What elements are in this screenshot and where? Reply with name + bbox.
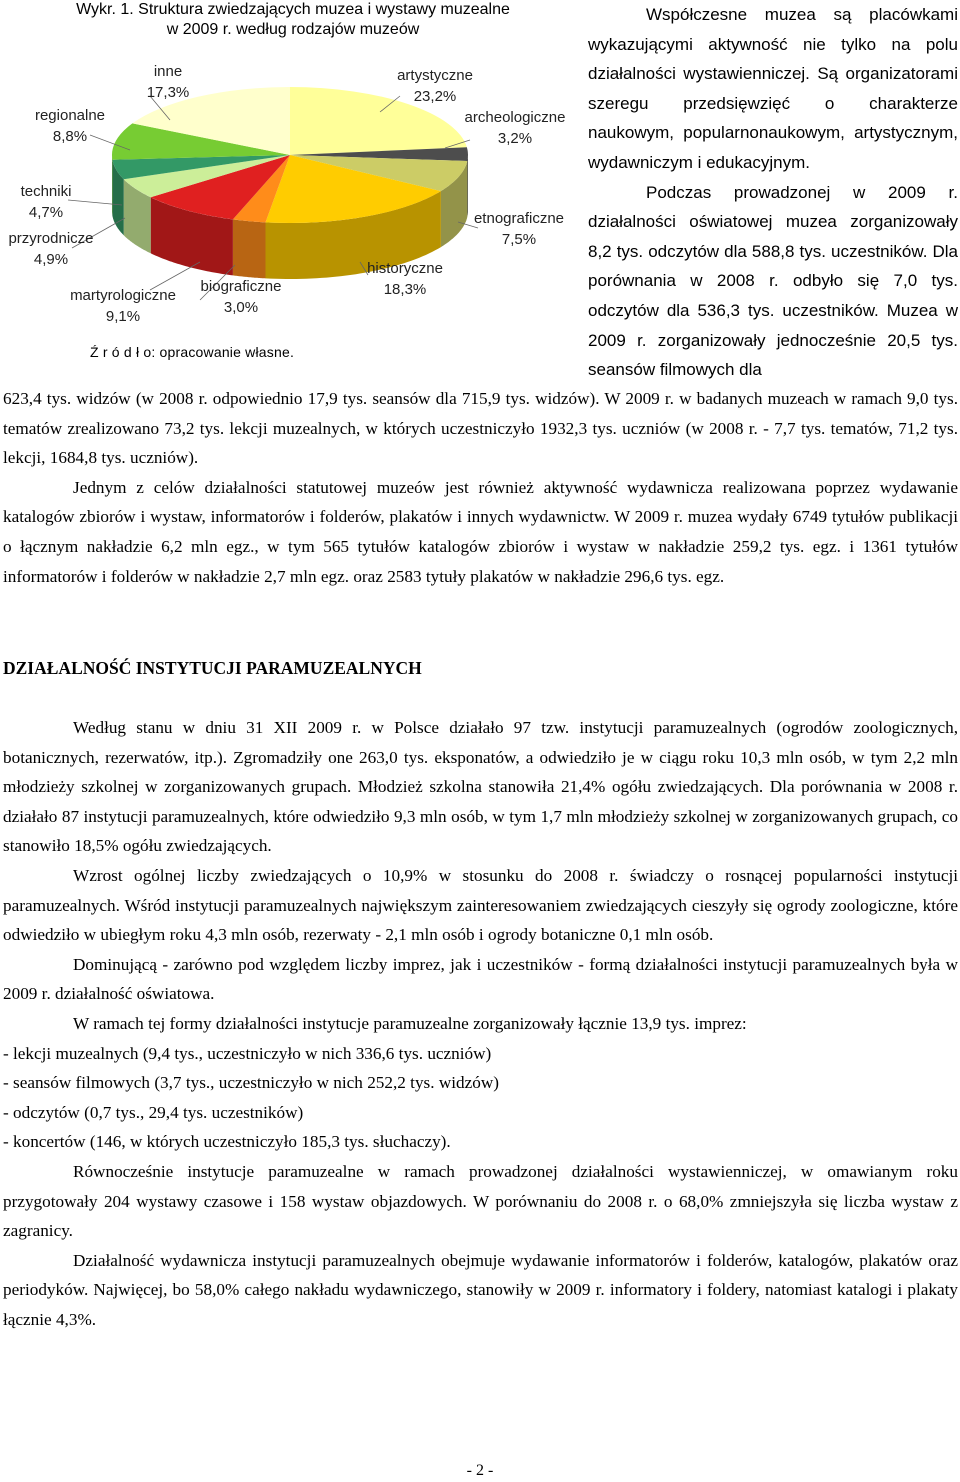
slice-label-etnograficzne: etnograficzne (473, 210, 565, 227)
slice-label-archeologiczne: archeologiczne (464, 109, 566, 126)
slice-value-techniki: 4,7% (28, 204, 64, 221)
pie-side-biograficzne (233, 219, 266, 278)
side-paragraph-2: Podczas prowadzonej w 2009 r. działalności oświatowej muzea zorganizowały 8,2 tys. odczytów dla 588,8 tys. uczestników. Dla porównania w 2008 r. odbyło się 7,0 tys. odczytów dla 536,3 tys. uczestników. Muzea w 2009 r. zorganizowały jednocześnie 20,5 tys. seansów filmowych dla (588, 182, 958, 380)
side-text-column (588, 0, 958, 385)
slice-label-regionalne: regionalne (34, 107, 106, 124)
section-heading: DZIAŁALNOŚĆ INSTYTUCJI PARAMUZEALNYCH (3, 658, 422, 678)
slice-value-historyczne: 18,3% (383, 281, 427, 298)
chart-title-line1: Wykr. 1. Struktura zwiedzających muzea i wystawy muzealne (76, 1, 510, 18)
side-paragraph-1: Współczesne muzea są placówkami wykazującymi aktywność nie tylko na polu działalności wystawienniczej. Są organizatorami szeregu przedsięwzięć o charakterze naukowym, popularnonaukowym, artystycznym, wydawniczym i edukacyjnym. (588, 5, 958, 172)
list-item: - koncertów (146, w których uczestniczyło 185,3 tys. słuchaczy). (3, 1132, 451, 1152)
slice-value-regionalne: 8,8% (52, 128, 88, 145)
slice-label-techniki: techniki (20, 183, 72, 200)
slice-value-inne: 17,3% (146, 84, 190, 101)
closing-paragraph-2: Działalność wydawnicza instytucji paramuzealnych obejmuje wydawanie informatorów i folderów, katalogów, plakatów oraz periodyków. Najwięcej, bo 58,0% całego nakładu wydawniczego, stanowiły w 2009 r. informatory i foldery, natomiast katalogi i plakaty łącznie 4,3%. (3, 1250, 958, 1329)
slice-label-przyrodnicze: przyrodnicze (8, 230, 94, 247)
pie-side-archeologiczne (467, 155, 468, 217)
slice-label-biograficzne: biograficzne (200, 278, 282, 295)
pie-chart (0, 44, 585, 344)
main-text-section (3, 713, 958, 1334)
closing-paragraph-1: Równocześnie instytucje paramuzealne w ramach prowadzonej działalności wystawienniczej, w omawianym roku przygotowały 204 wystawy czasowe i 158 wystaw objazdowych. W porównaniu do 2008 r. o 68,0% zmniejszyła się liczba wystaw z zagranicy. (3, 1161, 958, 1241)
chart-title (48, 0, 538, 40)
main-text-top (3, 384, 958, 591)
list-item: - seansów filmowych (3,7 tys., uczestniczyło w nich 252,2 tys. widzów) (3, 1073, 499, 1093)
section-paragraph-1: Według stanu w dniu 31 XII 2009 r. w Polsce działało 97 tzw. instytucji paramuzealnych (ogrodów zoologicznych, botanicznych, rezerwatów, itp.). Zgromadziły one 263,0 tys. eksponatów, a odwiedziło je w ciągu roku 10,3 mln osób, w tym 2,2 mln młodzieży szkolnej w zorganizowanych grupach. Młodzież szkolna stanowiła 21,4% ogółu zwiedzających. Dla porównania w 2008 r. działało 87 instytucji paramuzealnych, które odwiedziło 9,3 mln osób, w tym 1,7 mln młodzieży szkolnej w zorganizowanych grupach, co stanowiło 18,5% ogółu zwiedzających. (3, 718, 958, 856)
section-paragraph-3: Dominującą - zarówno pod względem liczby imprez, jak i uczestników - formą działalności instytucji paramuzealnych była w 2009 r. działalność oświatowa. (3, 954, 958, 1004)
slice-value-biograficzne: 3,0% (223, 299, 259, 316)
chart-title-line2: w 2009 r. według rodzajów muzeów (166, 21, 420, 38)
chart-source: Ź r ó d ł o: opracowanie własne. (90, 344, 295, 360)
page-number: - 2 - (466, 1462, 494, 1479)
slice-value-etnograficzne: 7,5% (501, 231, 537, 248)
slice-value-przyrodnicze: 4,9% (33, 251, 69, 268)
section-paragraph-4: W ramach tej formy działalności instytucje paramuzealne zorganizowały łącznie 13,9 tys. imprez: (73, 1013, 747, 1033)
section-paragraph-2: Wzrost ogólnej liczby zwiedzających o 10,9% w stosunku do 2008 r. świadczy o rosnącej popularności instytucji paramuzealnych. Wśród instytucji paramuzealnych największym zainteresowaniem zwiedzających cieszyły się ogrody zoologiczne, które odwiedziło w ubiegłym roku 4,3 mln osób, rezerwaty - 2,1 mln osób i ogrody botaniczne 0,1 mln osób. (3, 865, 958, 945)
slice-value-artystyczne: 23,2% (413, 88, 457, 105)
publishing-paragraph: Jednym z celów działalności statutowej muzeów jest również aktywność wydawnicza realizowana poprzez wydawanie katalogów zbiorów i wystaw, informatorów i folderów, plakatów i innych wydawnictw. W 2009 r. muzea wydały 6749 tytułów publikacji o łącznym nakładzie 6,2 mln egz., w tym 565 tytułów katalogów zbiorów i wystaw w nakładzie 259,2 tys. egz. i 1361 tytułów informatorów i folderów w nakładzie 2,7 mln egz. oraz 2583 tytuły plakatów w nakładzie 296,6 tys. egz. (3, 477, 958, 586)
slice-label-artystyczne: artystyczne (397, 67, 473, 84)
pie-top (112, 87, 468, 223)
slice-label-inne: inne (153, 63, 183, 80)
continued-paragraph: 623,4 tys. widzów (w 2008 r. odpowiednio 17,9 tys. seansów dla 715,9 tys. widzów). W 2009 r. w badanych muzeach w ramach 9,0 tys. tematów zrealizowano 73,2 tys. lekcji muzealnych, w których uczestniczyło 1932,3 tys. uczniów (w 2008 r. - 7,7 tys. tematów, 71,2 tys. lekcji, 1684,8 tys. uczniów). (3, 389, 958, 468)
slice-label-historyczne: historyczne (367, 260, 443, 277)
slice-value-martyrologiczne: 9,1% (105, 308, 141, 325)
leader-line (150, 262, 200, 290)
slice-label-martyrologiczne: martyrologiczne (70, 287, 176, 304)
slice-value-archeologiczne: 3,2% (497, 130, 533, 147)
list-item: - lekcji muzealnych (9,4 tys., uczestniczyło w nich 336,6 tys. uczniów) (3, 1043, 492, 1063)
list-item: - odczytów (0,7 tys., 29,4 tys. uczestników) (3, 1102, 304, 1122)
